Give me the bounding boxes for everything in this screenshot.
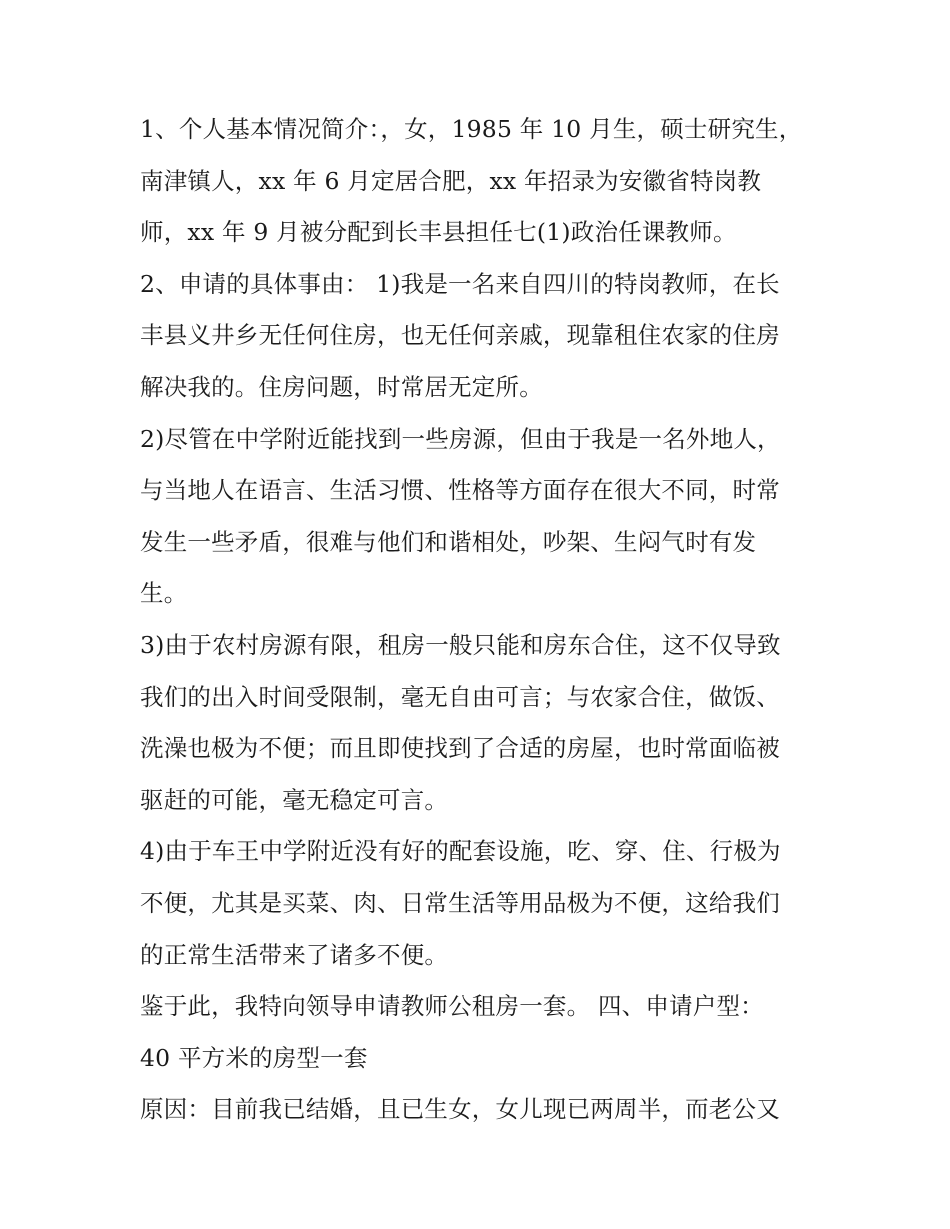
text-line: 洗澡也极为不便；而且即使找到了合适的房屋，也时常面临被 [140, 734, 780, 763]
text-line: 鉴于此，我特向领导申请教师公租房一套。 四、申请户型： [140, 992, 764, 1021]
text-line: 丰县义井乡无任何住房，也无任何亲戚，现靠租住农家的住房 [140, 321, 780, 350]
text-line: 师，xx 年 9 月被分配到长丰县担任七(1)政治任课教师。 [140, 218, 737, 247]
text-line: 我们的出入时间受限制，毫无自由可言；与农家合住，做饭、 [140, 682, 780, 711]
text-line: 2)尽管在中学附近能找到一些房源，但由于我是一名外地人， [140, 424, 781, 453]
document-body [140, 104, 820, 1136]
text-line: 2、申请的具体事由： 1)我是一名来自四川的特岗教师，在长 [140, 269, 780, 298]
text-line: 驱赶的可能，毫无稳定可言。 [140, 785, 449, 814]
text-line: 与当地人在语言、生活习惯、性格等方面存在很大不同，时常 [140, 476, 780, 505]
text-line: 发生一些矛盾，很难与他们和谐相处，吵架、生闷气时有发 [140, 527, 757, 556]
text-line: 南津镇人，xx 年 6 月定居合肥，xx 年招录为安徽省特岗教 [140, 166, 762, 195]
text-line: 原因：目前我已结婚，且已生女，女儿现已两周半，而老公又 [140, 1095, 780, 1124]
text-line: 的正常生活带来了诸多不便。 [140, 940, 449, 969]
text-line: 1、个人基本情况简介：，女，1985 年 10 月生，硕士研究生， [140, 115, 803, 143]
text-line: 不便，尤其是买菜、肉、日常生活等用品极为不便，这给我们 [140, 888, 780, 917]
text-line: 解决我的。住房问题，时常居无定所。 [140, 372, 543, 401]
text-line: 40 平方米的房型一套 [140, 1043, 368, 1072]
text-line: 3)由于农村房源有限，租房一般只能和房东合住，这不仅导致 [140, 630, 781, 659]
text-line: 4)由于车王中学附近没有好的配套设施，吃、穿、住、行极为 [140, 837, 781, 866]
text-line: 生。 [140, 579, 188, 608]
